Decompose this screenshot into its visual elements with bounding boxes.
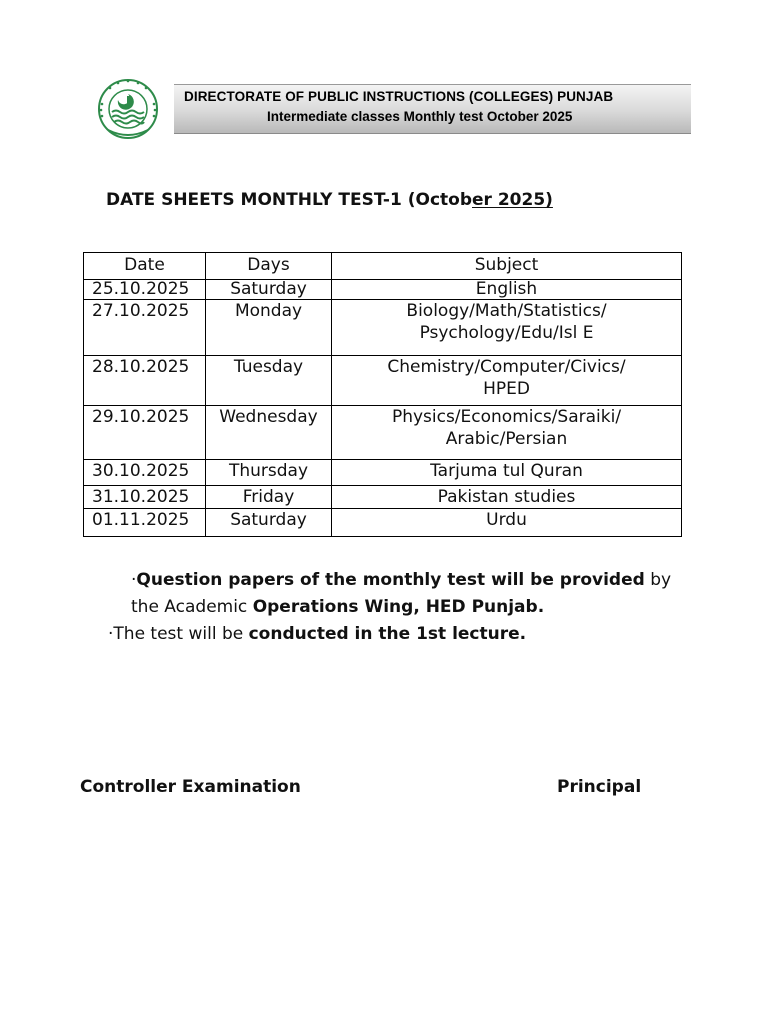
header-subject: Subject [332,253,682,280]
note-2-bold: conducted in the 1st lecture. [248,624,527,644]
cell-day: Monday [206,300,332,356]
date-sheet-body [84,280,682,537]
cell-subject [332,486,682,509]
note-2 [108,624,526,644]
header-date: Date [84,253,206,280]
cell-subject [332,356,682,406]
subject-line: Arabic/Persian [445,429,568,449]
subject-line: Physics/Economics/Saraiki/ [391,407,622,427]
hed-logo-seal [94,78,162,140]
date-sheet-title [106,190,553,210]
subject-line: Biology/Math/Statistics/ [406,301,607,321]
cell-day: Tuesday [206,356,332,406]
subject-line: Chemistry/Computer/Civics/ [387,357,626,377]
cell-day: Saturday [206,280,332,300]
subject-line: English [475,279,538,299]
cell-date: 25.10.2025 [84,280,206,300]
cell-day: Thursday [206,460,332,486]
subject-line: Pakistan studies [437,487,576,507]
table-row [84,460,682,486]
table-row [84,406,682,460]
cell-subject [332,509,682,537]
date-sheet-table [83,252,682,537]
cell-date: 28.10.2025 [84,356,206,406]
note-1 [131,570,671,590]
table-row [84,509,682,537]
cell-date: 01.11.2025 [84,509,206,537]
cell-date: 30.10.2025 [84,460,206,486]
note-1-line-2 [131,597,544,617]
table-row [84,300,682,356]
header-banner [174,84,691,134]
cell-day: Wednesday [206,406,332,460]
signature-principal: Principal [557,777,642,797]
date-sheet-title-underlined: er 2025) [472,190,553,210]
header-days: Days [206,253,332,280]
subject-line: Psychology/Edu/Isl E [419,323,594,343]
cell-subject [332,460,682,486]
note-1-rest: by [644,570,672,590]
cell-day: Friday [206,486,332,509]
subject-line: Urdu [486,510,527,530]
table-row [84,486,682,509]
note-1-line-2-plain: the Academic [131,597,253,617]
subject-line: HPED [483,379,530,399]
table-header-row [84,253,682,280]
note-1-bullet: · [131,570,137,590]
cell-date: 31.10.2025 [84,486,206,509]
cell-date: 27.10.2025 [84,300,206,356]
subject-line: Tarjuma tul Quran [430,461,583,481]
signature-controller-examination: Controller Examination [80,777,301,797]
date-sheet-title-main: DATE SHEETS MONTHLY TEST-1 (Octob [106,190,472,210]
cell-subject [332,406,682,460]
cell-date: 29.10.2025 [84,406,206,460]
table-row [84,356,682,406]
cell-subject [332,280,682,300]
note-1-line-2-bold: Operations Wing, HED Punjab. [252,597,545,617]
cell-day: Saturday [206,509,332,537]
test-subtitle: Intermediate classes Monthly test October 2025 [267,109,573,124]
cell-subject [332,300,682,356]
note-1-bold: Question papers of the monthly test will be provided [136,570,645,590]
directorate-title: DIRECTORATE OF PUBLIC INSTRUCTIONS (COLLEGES) PUNJAB [184,89,614,104]
table-row [84,280,682,300]
note-2-plain: ·The test will be [108,624,249,644]
